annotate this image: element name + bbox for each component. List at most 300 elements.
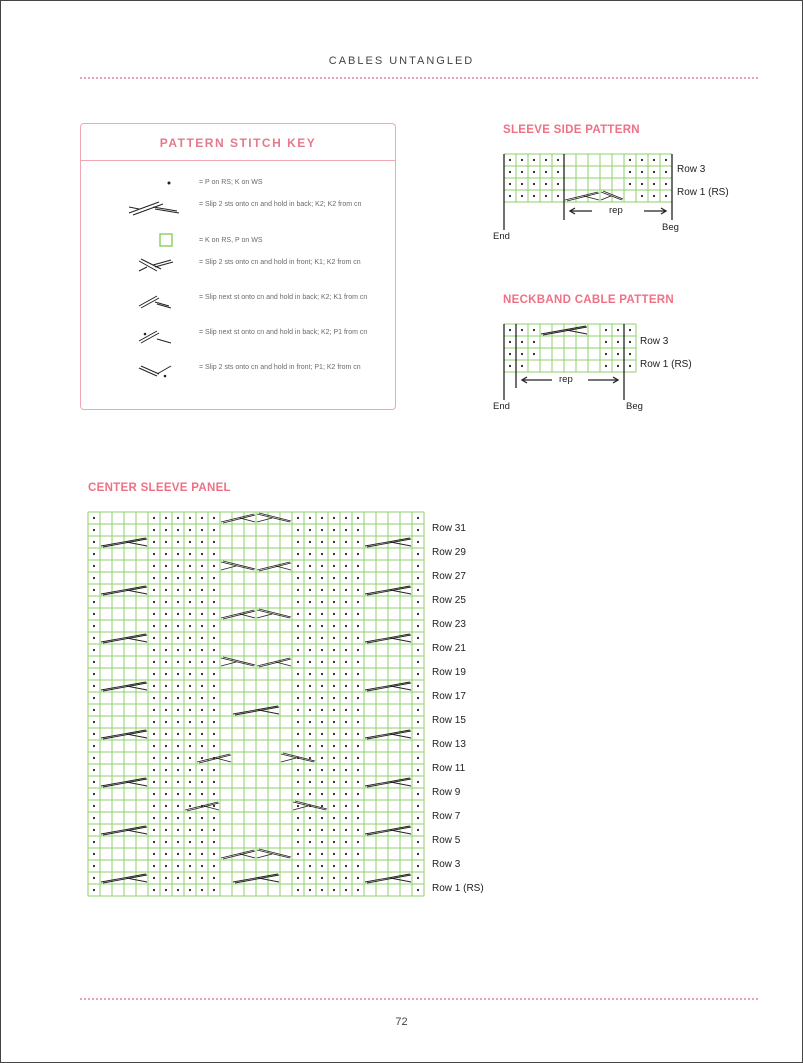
- purl-dot: [357, 529, 359, 531]
- purl-dot: [153, 745, 155, 747]
- purl-dot: [321, 649, 323, 651]
- purl-dot: [345, 589, 347, 591]
- purl-dot: [201, 877, 203, 879]
- purl-dot: [177, 733, 179, 735]
- purl-dot: [153, 781, 155, 783]
- purl-dot: [321, 565, 323, 567]
- purl-dot: [333, 721, 335, 723]
- purl-dot: [201, 553, 203, 555]
- purl-dot: [309, 781, 311, 783]
- purl-dot: [177, 541, 179, 543]
- purl-dot: [297, 613, 299, 615]
- purl-dot: [201, 757, 203, 759]
- purl-dot: [345, 661, 347, 663]
- purl-dot: [177, 805, 179, 807]
- key-text: = Slip next st onto cn and hold in back; K2; P1 from cn: [199, 329, 368, 336]
- center-row-label: Row 19: [432, 667, 466, 678]
- purl-dot: [417, 565, 419, 567]
- cable-cross-symbol: [221, 850, 255, 859]
- purl-dot: [177, 601, 179, 603]
- purl-dot: [417, 685, 419, 687]
- purl-dot: [201, 577, 203, 579]
- purl-dot: [165, 877, 167, 879]
- purl-dot: [93, 517, 95, 519]
- cable-cross-symbol: [257, 609, 291, 618]
- center-row-label: Row 17: [432, 691, 466, 702]
- purl-dot: [201, 637, 203, 639]
- purl-dot: [153, 889, 155, 891]
- purl-dot: [201, 865, 203, 867]
- purl-dot: [189, 841, 191, 843]
- purl-dot: [213, 565, 215, 567]
- left-purl-cross-2-1-icon: [121, 362, 183, 382]
- purl-dot: [321, 817, 323, 819]
- center-row-label: Row 29: [432, 547, 466, 558]
- purl-dot: [321, 877, 323, 879]
- purl-dot: [345, 601, 347, 603]
- purl-dot: [153, 805, 155, 807]
- neckband-row-label: Row 3: [640, 336, 669, 347]
- purl-dot: [93, 565, 95, 567]
- right-cross-2-2-icon: [121, 199, 183, 219]
- purl-dot: [201, 733, 203, 735]
- purl-dot: [297, 601, 299, 603]
- purl-dot: [333, 673, 335, 675]
- center-row-label: Row 31: [432, 523, 466, 534]
- purl-dot: [213, 517, 215, 519]
- purl-dot: [333, 889, 335, 891]
- center-row-label: Row 3: [432, 859, 461, 870]
- purl-dot: [417, 661, 419, 663]
- cable-cross-symbol: [221, 657, 255, 666]
- right-purl-cross-2-1-icon: [121, 327, 183, 347]
- purl-dot: [417, 781, 419, 783]
- purl-dot: [333, 601, 335, 603]
- purl-dot: [297, 841, 299, 843]
- purl-dot: [309, 829, 311, 831]
- sleeve-row-label: Row 1 (RS): [677, 187, 729, 198]
- purl-dot: [357, 697, 359, 699]
- purl-dot: [165, 781, 167, 783]
- purl-dot: [189, 541, 191, 543]
- purl-dot: [201, 613, 203, 615]
- center-row-label: Row 23: [432, 619, 466, 630]
- purl-dot: [321, 553, 323, 555]
- purl-dot: [333, 517, 335, 519]
- purl-dot: [357, 685, 359, 687]
- purl-dot: [309, 517, 311, 519]
- purl-dot: [153, 757, 155, 759]
- purl-dot: [201, 793, 203, 795]
- purl-dot: [345, 865, 347, 867]
- purl-dot: [321, 541, 323, 543]
- purl-dot: [321, 829, 323, 831]
- purl-dot: [345, 553, 347, 555]
- purl-dot: [213, 625, 215, 627]
- purl-dot: [153, 661, 155, 663]
- purl-dot: [201, 589, 203, 591]
- neckband-brackets: [500, 324, 642, 404]
- purl-dot: [165, 565, 167, 567]
- sleeve-beg-label: Beg: [662, 222, 679, 233]
- purl-dot: [309, 637, 311, 639]
- purl-dot: [153, 685, 155, 687]
- purl-dot: [417, 853, 419, 855]
- purl-dot: [189, 577, 191, 579]
- cable-cross-symbol: [221, 561, 255, 570]
- purl-dot: [297, 817, 299, 819]
- purl-dot: [177, 817, 179, 819]
- purl-dot: [345, 877, 347, 879]
- purl-dot: [201, 649, 203, 651]
- purl-dot: [297, 721, 299, 723]
- purl-dot: [333, 637, 335, 639]
- key-entry-2-1-lpc: [81, 362, 395, 392]
- purl-dot: [153, 613, 155, 615]
- purl-dot: [417, 673, 419, 675]
- purl-dot: [333, 757, 335, 759]
- purl-dot: [177, 781, 179, 783]
- purl-dot: [333, 685, 335, 687]
- sleeve-end-label: End: [493, 231, 510, 242]
- purl-dot: [321, 781, 323, 783]
- purl-dot: [357, 805, 359, 807]
- purl-dot: [321, 709, 323, 711]
- purl-dot: [93, 685, 95, 687]
- purl-dot: [213, 673, 215, 675]
- purl-dot: [321, 601, 323, 603]
- center-row-label: Row 15: [432, 715, 466, 726]
- purl-dot: [309, 709, 311, 711]
- purl-dot: [345, 769, 347, 771]
- purl-dot: [345, 733, 347, 735]
- neckband-beg-label: Beg: [626, 401, 643, 412]
- purl-dot: [321, 865, 323, 867]
- purl-dot: [357, 889, 359, 891]
- purl-dot: [177, 889, 179, 891]
- purl-dot: [357, 877, 359, 879]
- purl-dot: [213, 769, 215, 771]
- neckband-row-label: Row 1 (RS): [640, 359, 692, 370]
- purl-dot: [345, 565, 347, 567]
- purl-dot: [345, 541, 347, 543]
- purl-dot: [309, 853, 311, 855]
- purl-dot: [153, 877, 155, 879]
- purl-dot: [309, 541, 311, 543]
- purl-dot: [309, 877, 311, 879]
- purl-dot: [333, 625, 335, 627]
- cable-cross-symbol: [221, 514, 255, 523]
- purl-dot: [189, 529, 191, 531]
- purl-dot: [177, 637, 179, 639]
- purl-dot: [417, 769, 419, 771]
- purl-dot: [333, 745, 335, 747]
- purl-dot: [177, 661, 179, 663]
- purl-dot: [153, 793, 155, 795]
- purl-dot: [357, 565, 359, 567]
- neckband-end-label: End: [493, 401, 510, 412]
- purl-dot: [321, 793, 323, 795]
- purl-dot: [309, 865, 311, 867]
- purl-dot: [177, 709, 179, 711]
- purl-dot: [201, 781, 203, 783]
- purl-dot: [189, 793, 191, 795]
- purl-dot: [165, 889, 167, 891]
- purl-dot: [333, 661, 335, 663]
- purl-dot: [165, 745, 167, 747]
- purl-dot: [357, 865, 359, 867]
- purl-dot: [321, 625, 323, 627]
- purl-dot: [357, 757, 359, 759]
- purl-dot: [345, 841, 347, 843]
- center-row-label: Row 13: [432, 739, 466, 750]
- purl-dot: [357, 709, 359, 711]
- purl-dot: [333, 865, 335, 867]
- purl-dot: [201, 709, 203, 711]
- purl-dot: [345, 781, 347, 783]
- purl-dot: [309, 673, 311, 675]
- purl-dot: [189, 721, 191, 723]
- purl-dot: [297, 649, 299, 651]
- purl-dot: [417, 637, 419, 639]
- purl-dot: [297, 517, 299, 519]
- purl-dot: [297, 829, 299, 831]
- purl-dot: [297, 709, 299, 711]
- purl-dot: [93, 709, 95, 711]
- purl-dot: [321, 673, 323, 675]
- purl-dot: [177, 697, 179, 699]
- purl-dot: [189, 709, 191, 711]
- purl-dot: [213, 805, 215, 807]
- purl-dot: [321, 637, 323, 639]
- purl-dot: [201, 769, 203, 771]
- purl-dot: [309, 589, 311, 591]
- purl-dot: [189, 601, 191, 603]
- purl-dot: [201, 601, 203, 603]
- purl-dot: [213, 649, 215, 651]
- purl-dot: [345, 817, 347, 819]
- purl-dot: [333, 877, 335, 879]
- purl-dot: [321, 685, 323, 687]
- purl-dot: [297, 685, 299, 687]
- purl-dot: [93, 745, 95, 747]
- purl-dot: [93, 817, 95, 819]
- purl-dot: [153, 817, 155, 819]
- purl-dot: [177, 853, 179, 855]
- purl-dot: [189, 649, 191, 651]
- purl-dot: [189, 817, 191, 819]
- purl-dot: [165, 649, 167, 651]
- purl-dot: [345, 613, 347, 615]
- key-text: = Slip 2 sts onto cn and hold in front; K1; K2 from cn: [199, 259, 361, 266]
- purl-dot: [213, 829, 215, 831]
- purl-dot: [213, 577, 215, 579]
- purl-dot: [189, 685, 191, 687]
- purl-dot: [213, 601, 215, 603]
- purl-dot: [297, 577, 299, 579]
- purl-dot: [345, 625, 347, 627]
- right-cross-2-1-icon: [121, 292, 183, 312]
- purl-dot: [309, 769, 311, 771]
- purl-dot: [165, 865, 167, 867]
- purl-dot: [213, 709, 215, 711]
- purl-dot: [321, 661, 323, 663]
- purl-dot: [321, 733, 323, 735]
- center-row-label: Row 7: [432, 811, 461, 822]
- purl-dot: [321, 577, 323, 579]
- purl-dot: [309, 565, 311, 567]
- purl-dot: [177, 841, 179, 843]
- purl-dot: [189, 697, 191, 699]
- purl-dot: [189, 661, 191, 663]
- purl-dot: [93, 661, 95, 663]
- purl-dot: [213, 889, 215, 891]
- purl-dot: [417, 757, 419, 759]
- purl-dot: [213, 553, 215, 555]
- purl-dot: [93, 769, 95, 771]
- cable-cross-symbol: [257, 562, 291, 571]
- purl-dot: [297, 565, 299, 567]
- purl-dot: [213, 745, 215, 747]
- purl-dot: [417, 529, 419, 531]
- purl-dot: [165, 625, 167, 627]
- purl-dot: [93, 601, 95, 603]
- purl-dot: [333, 553, 335, 555]
- center-row-label: Row 25: [432, 595, 466, 606]
- purl-dot: [357, 541, 359, 543]
- purl-dot: [189, 757, 191, 759]
- key-entry-2-1-rc: [81, 292, 395, 322]
- purl-dot: [177, 829, 179, 831]
- purl-dot: [93, 625, 95, 627]
- footer-divider: [80, 998, 758, 1000]
- center-row-label: Row 1 (RS): [432, 883, 484, 894]
- purl-dot: [153, 721, 155, 723]
- purl-dot: [345, 793, 347, 795]
- purl-dot: [345, 829, 347, 831]
- purl-dot: [153, 853, 155, 855]
- purl-dot: [333, 709, 335, 711]
- purl-dot: [189, 853, 191, 855]
- purl-dot: [213, 877, 215, 879]
- key-entry-2-2-rc: [81, 199, 395, 229]
- purl-dot: [165, 613, 167, 615]
- key-text: = K on RS, P on WS: [199, 237, 263, 244]
- purl-dot: [357, 517, 359, 519]
- purl-dot: [201, 745, 203, 747]
- purl-dot: [177, 613, 179, 615]
- purl-dot: [417, 553, 419, 555]
- purl-dot: [153, 769, 155, 771]
- purl-dot: [333, 613, 335, 615]
- purl-dot: [345, 757, 347, 759]
- sleeve-side-title: SLEEVE SIDE PATTERN: [503, 124, 640, 136]
- purl-dot: [93, 589, 95, 591]
- purl-dot: [417, 817, 419, 819]
- purl-dot: [333, 781, 335, 783]
- purl-dot: [201, 889, 203, 891]
- purl-dot: [165, 577, 167, 579]
- purl-dot: [177, 517, 179, 519]
- purl-dot: [345, 649, 347, 651]
- purl-dot: [93, 577, 95, 579]
- purl-dot: [213, 661, 215, 663]
- purl-dot: [165, 541, 167, 543]
- purl-dot: [201, 841, 203, 843]
- purl-dot: [357, 829, 359, 831]
- page-number: 72: [395, 1016, 408, 1028]
- purl-dot: [333, 541, 335, 543]
- key-text: = P on RS; K on WS: [199, 179, 263, 186]
- center-row-label: Row 11: [432, 763, 466, 774]
- purl-dot: [201, 661, 203, 663]
- purl-dot: [309, 793, 311, 795]
- purl-dot: [345, 577, 347, 579]
- purl-dot: [333, 805, 335, 807]
- purl-dot: [309, 841, 311, 843]
- purl-dot: [153, 697, 155, 699]
- purl-dot: [297, 661, 299, 663]
- purl-dot: [357, 601, 359, 603]
- stitch-key-box: [80, 123, 396, 410]
- purl-dot: [333, 733, 335, 735]
- purl-dot: [177, 721, 179, 723]
- center-row-label: Row 9: [432, 787, 461, 798]
- purl-dot: [321, 697, 323, 699]
- center-row-label: Row 27: [432, 571, 466, 582]
- purl-dot: [189, 625, 191, 627]
- key-text: = Slip 2 sts onto cn and hold in back; K2; K2 from cn: [199, 201, 362, 208]
- purl-dot: [189, 553, 191, 555]
- purl-dot: [189, 769, 191, 771]
- purl-dot: [357, 853, 359, 855]
- knit-box-icon: [121, 232, 183, 252]
- purl-dot: [93, 721, 95, 723]
- purl-dot: [189, 565, 191, 567]
- purl-dot: [297, 553, 299, 555]
- purl-dot: [189, 829, 191, 831]
- purl-dot: [297, 793, 299, 795]
- purl-dot: [165, 757, 167, 759]
- purl-dot: [213, 793, 215, 795]
- purl-dot: [309, 553, 311, 555]
- purl-dot: [345, 673, 347, 675]
- purl-dot: [297, 529, 299, 531]
- purl-dot: [153, 637, 155, 639]
- purl-dot: [333, 769, 335, 771]
- center-panel-chart: [88, 512, 428, 896]
- purl-dot: [165, 841, 167, 843]
- purl-dot: [417, 877, 419, 879]
- purl-dot: [309, 625, 311, 627]
- purl-dot: [357, 673, 359, 675]
- purl-dot: [93, 829, 95, 831]
- purl-dot: [153, 553, 155, 555]
- purl-dot: [297, 733, 299, 735]
- purl-dot: [417, 541, 419, 543]
- purl-dot: [213, 697, 215, 699]
- purl-dot: [417, 805, 419, 807]
- purl-dot: [93, 637, 95, 639]
- purl-dot: [417, 865, 419, 867]
- purl-dot: [201, 721, 203, 723]
- purl-dot: [189, 637, 191, 639]
- purl-dot: [309, 757, 311, 759]
- purl-dot: [153, 673, 155, 675]
- purl-dot: [321, 805, 323, 807]
- purl-dot: [213, 733, 215, 735]
- purl-dot: [189, 673, 191, 675]
